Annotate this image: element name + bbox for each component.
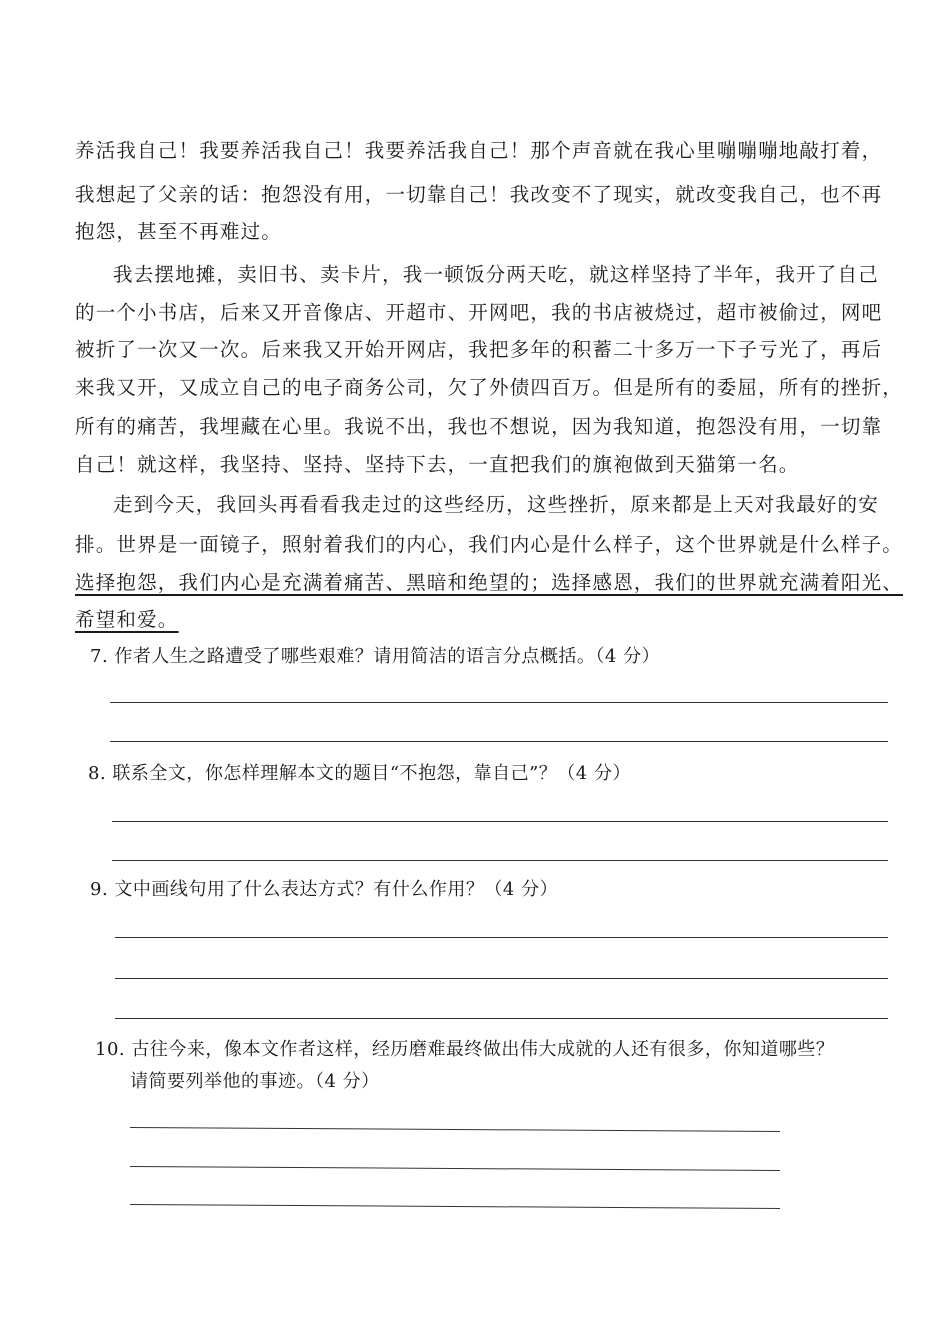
question-9: 9. 文中画线句用了什么表达方式？有什么作用？（4 分）	[90, 879, 559, 900]
question-10: 10. 古往今来，像本文作者这样，经历磨难最终做出伟大成就的人还有很多，你知道哪些？	[95, 1039, 835, 1060]
passage-line-4: 我去摆地摊，卖旧书、卖卡片，我一顿饭分两天吃，就这样坚持了半年，我开了自己	[113, 263, 879, 286]
passage-line-3: 抱怨，甚至不再难过。	[75, 220, 283, 243]
passage-line-10: 走到今天，我回头再看看我走过的这些经历，这些挫折，原来都是上天对我最好的安	[113, 493, 879, 516]
question-8: 8. 联系全文，你怎样理解本文的题目“不抱怨，靠自己”？（4 分）	[88, 763, 631, 784]
question-10-line-2: 请简要列举他的事迹。（4 分）	[130, 1071, 380, 1092]
answer-line-10b[interactable]	[130, 1166, 780, 1171]
answer-line-8a[interactable]	[112, 821, 888, 822]
answer-line-10c[interactable]	[130, 1204, 780, 1209]
answer-line-8b[interactable]	[112, 860, 888, 861]
answer-line-9a[interactable]	[115, 937, 888, 938]
passage-line-2: 我想起了父亲的话：抱怨没有用，一切靠自己！我改变不了现实，就改变我自己，也不再	[75, 183, 883, 206]
underlined-sentence-1: 选择抱怨，我们内心是充满着痛苦、黑暗和绝望的；选择感恩，我们的世界就充满着阳光、	[75, 571, 904, 594]
answer-line-9c[interactable]	[115, 1018, 888, 1019]
passage-line-1: 养活我自己！我要养活我自己！我要养活我自己！那个声音就在我心里嘣嘣嘣地敲打着，	[75, 139, 883, 162]
answer-line-7b[interactable]	[110, 741, 888, 742]
answer-line-9b[interactable]	[115, 978, 888, 979]
passage-line-6: 被折了一次又一次。后来我又开始开网店，我把多年的积蓄二十多万一下子亏光了，再后	[75, 338, 883, 361]
passage-line-11: 排。世界是一面镜子，照射着我们的内心，我们内心是什么样子，这个世界就是什么样子。	[75, 533, 904, 556]
passage-line-8: 所有的痛苦，我埋藏在心里。我说不出，我也不想说，因为我知道，抱怨没有用，一切靠	[75, 415, 883, 438]
answer-line-10a[interactable]	[130, 1127, 780, 1132]
passage-line-5: 的一个小书店，后来又开音像店、开超市、开网吧，我的书店被烧过，超市被偷过，网吧	[75, 301, 883, 324]
passage-line-7: 来我又开，又成立自己的电子商务公司，欠了外债四百万。但是所有的委屈，所有的挫折，	[75, 376, 904, 399]
answer-line-7a[interactable]	[110, 702, 888, 703]
passage-line-9: 自己！就这样，我坚持、坚持、坚持下去，一直把我们的旗袍做到天猫第一名。	[75, 453, 800, 476]
question-7: 7. 作者人生之路遭受了哪些艰难？请用简洁的语言分点概括。（4 分）	[90, 646, 661, 667]
underlined-sentence-2: 希望和爱。	[75, 608, 179, 631]
